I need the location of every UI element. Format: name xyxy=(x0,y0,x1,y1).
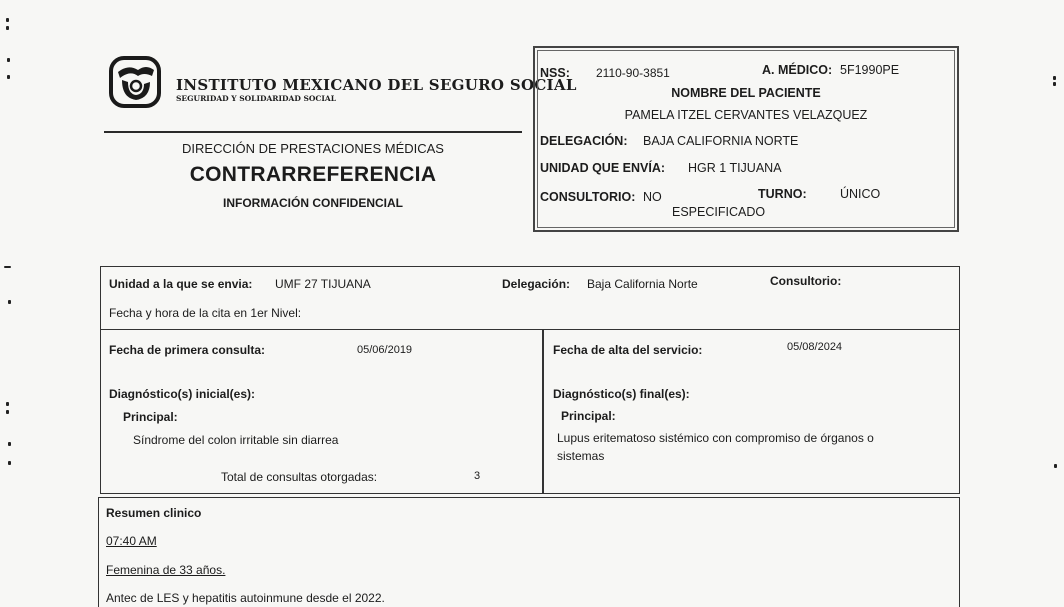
unidad-destino-value: UMF 27 TIJUANA xyxy=(275,277,371,291)
scan-speck xyxy=(7,75,10,79)
cita-label: Fecha y hora de la cita en 1er Nivel: xyxy=(109,306,302,320)
total-consultas-value: 3 xyxy=(474,470,481,482)
consultorio-value-line2: ESPECIFICADO xyxy=(672,205,766,219)
nss-label: NSS: xyxy=(540,66,570,80)
patient-name-label: NOMBRE DEL PACIENTE xyxy=(671,86,821,100)
dx-inicial-principal-label: Principal: xyxy=(123,410,178,424)
institution-subtitle: SEGURIDAD Y SOLIDARIDAD SOCIAL xyxy=(176,94,336,103)
scan-speck xyxy=(7,58,10,62)
turno-value: ÚNICO xyxy=(840,187,881,201)
dx-final-principal-value-line2: sistemas xyxy=(557,449,605,463)
resumen-line-1: Femenina de 33 años. xyxy=(106,563,226,577)
referral-consultorio-label: Consultorio: xyxy=(770,274,842,288)
confidential-label: INFORMACIÓN CONFIDENCIAL xyxy=(223,196,403,210)
unidad-envia-label: UNIDAD QUE ENVÍA: xyxy=(540,161,666,175)
a-medico-label: A. MÉDICO: xyxy=(762,63,833,77)
patient-delegacion-value: BAJA CALIFORNIA NORTE xyxy=(643,134,799,148)
consultorio-label: CONSULTORIO: xyxy=(540,190,636,204)
scan-speck xyxy=(6,26,9,30)
direction-title: DIRECCIÓN DE PRESTACIONES MÉDICAS xyxy=(182,141,444,156)
dx-inicial-label: Diagnóstico(s) inicial(es): xyxy=(109,387,256,401)
scan-speck xyxy=(4,266,11,268)
scan-speck xyxy=(6,402,9,406)
fecha-alta-value: 05/08/2024 xyxy=(787,341,843,353)
total-consultas-label: Total de consultas otorgadas: xyxy=(221,470,378,484)
scan-speck xyxy=(8,442,11,446)
patient-name-value: PAMELA ITZEL CERVANTES VELAZQUEZ xyxy=(624,108,868,122)
scan-speck xyxy=(8,461,11,465)
dx-final-principal-value-line1: Lupus eritematoso sistémico con compromiso de órganos o xyxy=(557,431,874,445)
dx-final-label: Diagnóstico(s) final(es): xyxy=(553,387,690,401)
institution-name: INSTITUTO MEXICANO DEL SEGURO SOCIAL xyxy=(176,76,577,94)
scan-speck xyxy=(6,410,9,414)
referral-delegacion-value: Baja California Norte xyxy=(587,277,698,291)
dx-final-principal-label: Principal: xyxy=(561,409,616,423)
imss-eagle-logo-icon xyxy=(108,56,162,108)
primera-consulta-value: 05/06/2019 xyxy=(357,344,413,356)
turno-label: TURNO: xyxy=(758,187,807,201)
scan-speck xyxy=(1054,464,1057,468)
consultorio-value-line1: NO xyxy=(643,190,662,204)
dx-inicial-principal-value: Síndrome del colon irritable sin diarrea xyxy=(133,433,339,447)
resumen-title: Resumen clinico xyxy=(106,506,202,520)
scan-speck xyxy=(6,18,9,22)
scan-speck xyxy=(1053,76,1056,80)
scan-speck xyxy=(8,300,11,304)
a-medico-value: 5F1990PE xyxy=(840,63,900,77)
scan-speck xyxy=(1053,82,1056,86)
resumen-time: 07:40 AM xyxy=(106,534,157,548)
primera-consulta-label: Fecha de primera consulta: xyxy=(109,343,266,357)
referral-delegacion-label: Delegación: xyxy=(502,277,571,291)
nss-value: 2110-90-3851 xyxy=(596,66,670,80)
document-title: CONTRARREFERENCIA xyxy=(189,163,437,186)
header-divider xyxy=(104,131,522,133)
resumen-line-2: Antec de LES y hepatitis autoinmune desde el 2022. xyxy=(106,591,385,605)
patient-delegacion-label: DELEGACIÓN: xyxy=(540,134,628,148)
unidad-envia-value: HGR 1 TIJUANA xyxy=(688,161,782,175)
diagnosis-column-divider xyxy=(542,329,544,494)
fecha-alta-label: Fecha de alta del servicio: xyxy=(553,343,703,357)
unidad-destino-label: Unidad a la que se envia: xyxy=(109,277,253,291)
